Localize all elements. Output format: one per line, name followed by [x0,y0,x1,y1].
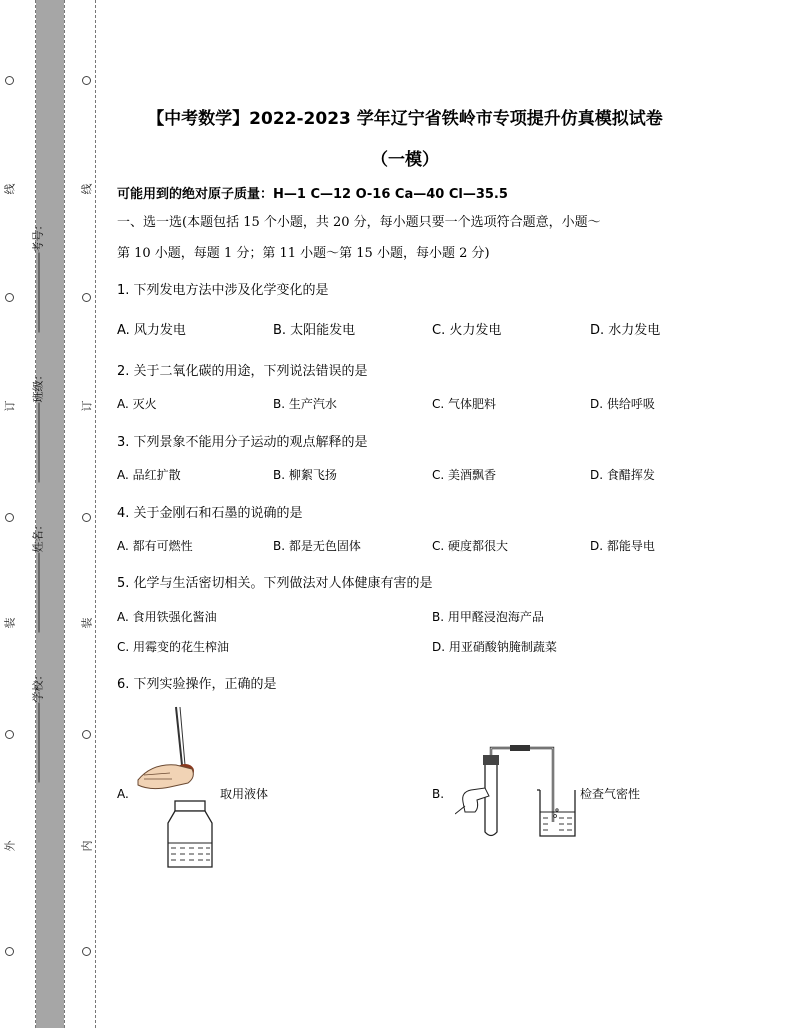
option-b[interactable]: B. 柳絮飞扬 [273,468,337,482]
outer-hole [5,513,14,522]
binding-edge-left [35,0,36,1028]
section-instructions-line2: 第 10 小题，每题 1 分；第 11 小题～第 15 小题，每小题 2 分) [117,246,490,261]
option-a[interactable]: A. 灭火 [117,397,157,411]
option-d[interactable]: D. 供给呼吸 [590,397,655,411]
question-stem: 5. 化学与生活密切相关。下列做法对人体健康有害的是 [117,576,433,591]
option-c[interactable]: C. 火力发电 [432,323,502,338]
airtightness-check-illustration [455,742,580,840]
option-d[interactable]: D. 用亚硝酸钠腌制蔬菜 [432,640,557,654]
question-stem: 1. 下列发电方法中涉及化学变化的是 [117,283,329,298]
inner-hole [82,293,91,302]
outer-label: 外 [3,840,17,852]
school-field[interactable]: 学校： [30,670,46,787]
figure-b-caption: 检查气密性 [580,787,641,801]
question-stem: 2. 关于二氧化碳的用途，下列说法错误的是 [117,364,368,379]
outer-hole [5,947,14,956]
question-stem: 3. 下列景象不能用分子运动的观点解释的是 [117,435,368,450]
outer-label: 装 [3,617,17,629]
option-b[interactable]: B. [432,787,445,801]
outer-hole [5,76,14,85]
question-stem: 6. 下列实验操作，正确的是 [117,677,277,692]
option-a[interactable]: A. [117,787,129,801]
inner-hole [82,947,91,956]
inner-hole [82,730,91,739]
option-b[interactable]: B. 用甲醛浸泡海产品 [432,610,544,624]
option-b[interactable]: B. 太阳能发电 [273,323,356,338]
outer-label: 线 [3,183,17,195]
outer-hole [5,293,14,302]
option-c[interactable]: C. 硬度都很大 [432,539,509,553]
page-subtitle: （一模） [371,150,439,170]
outer-hole [5,730,14,739]
inner-hole [82,76,91,85]
option-c[interactable]: C. 气体肥料 [432,397,497,411]
inner-cut-line [95,0,96,1028]
option-d[interactable]: D. 都能导电 [590,539,655,553]
binding-strip [36,0,64,1028]
option-b[interactable]: B. 都是无色固体 [273,539,361,553]
option-d[interactable]: D. 食醋挥发 [590,468,655,482]
class-field[interactable]: 班级： [30,370,46,487]
option-c[interactable]: C. 美酒飘香 [432,468,497,482]
option-a[interactable]: A. 品红扩散 [117,468,181,482]
section-instructions-line1: 一、选一选(本题包括 15 个小题，共 20 分，每小题只要一个选项符合题意，小题～ [117,215,601,230]
inner-label: 内 [80,840,94,852]
atomic-masses: 可能用到的绝对原子质量：H—1 C—12 O-16 Ca—40 Cl—35.5 [117,187,508,202]
inner-label: 订 [80,400,94,412]
name-field[interactable]: 姓名： [30,520,46,637]
page-title: 【中考数学】2022-2023 学年辽宁省铁岭市专项提升仿真模拟试卷 [147,109,663,129]
inner-hole [82,513,91,522]
option-c[interactable]: C. 用霉变的花生榨油 [117,640,230,654]
option-a[interactable]: A. 食用铁强化酱油 [117,610,217,624]
inner-label: 线 [80,183,94,195]
option-d[interactable]: D. 水力发电 [590,323,661,338]
inner-label: 装 [80,617,94,629]
binding-edge-right [64,0,65,1028]
outer-label: 订 [3,400,17,412]
question-stem: 4. 关于金刚石和石墨的说确的是 [117,506,303,521]
figure-a-caption: 取用液体 [220,787,269,801]
exam-number-field[interactable]: 考号： [30,220,46,337]
option-a[interactable]: A. 都有可燃性 [117,539,193,553]
option-a[interactable]: A. 风力发电 [117,323,186,338]
dropper-bottle-illustration [130,705,225,870]
option-b[interactable]: B. 生产汽水 [273,397,337,411]
